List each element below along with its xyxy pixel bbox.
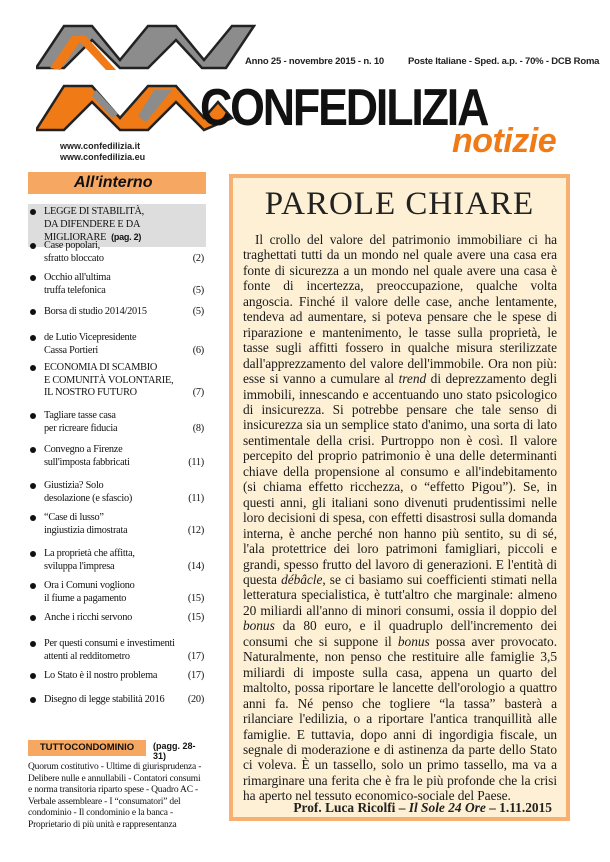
- toc-item[interactable]: [28, 240, 206, 265]
- tuttocondominio-text: Quorum costitutivo - Ultime di giurisprudenza - Delibere nulle e annullabili - Contatori consumi e norma transitoria riparto spese - Quadro AC - Verbale assembleare - I “consumatori” del condominio - Il condominio e la banca - Proprietario di più unità e rappresentanza: [28, 762, 202, 830]
- website-link-eu[interactable]: www.confedilizia.eu: [60, 152, 146, 162]
- toc-item-label: Per questi consumi e investimenti: [44, 638, 175, 649]
- toc-item-label: ingiustizia dimostrata: [44, 524, 128, 536]
- article-text: da 80 euro, e il quadruplo dell'incremento dei consumi che si suppone il: [243, 618, 557, 649]
- article-body: [243, 232, 557, 804]
- toc-item-page: (15): [187, 592, 204, 604]
- toc-item-label: attenti al redditometro: [44, 650, 130, 662]
- toc-item-label: Disegno di legge stabilità 2016: [44, 694, 165, 705]
- toc-item-label: E COMUNITÀ VOLONTARIE,: [44, 374, 174, 386]
- bullet-icon: [30, 697, 36, 703]
- toc-item-label: “Case di lusso”: [44, 512, 104, 523]
- bullet-icon: [30, 515, 36, 521]
- article-text: Il crollo del valore del patrimonio immobiliare ci ha traghettati tutti da un mondo nel quale avere una casa era fonte di sicurezza a un mondo nel quale avere una casa è fonte di incertezza, preoccupazione, qualche volta angoscia. Finché il valore delle case, anche lentamente, tendeva ad aumentare, si poteva pensare che le spese di riparazione e mantenimento, le tasse sulla proprietà, le tasse sugli affitti fossero in qualche misura sterilizzate dall'apprezzamento del valore dell'immobile. Ora non più: esse si vanno a cumulare al: [243, 232, 557, 387]
- article-signature: Prof. Luca Ricolfi – Il Sole 24 Ore – 1.11.2015: [293, 800, 552, 815]
- signature-source: Il Sole 24 Ore: [408, 800, 486, 815]
- bullet-icon: [30, 583, 36, 589]
- toc-item-label: desolazione (e sfascio): [44, 492, 133, 504]
- bullet-icon: [30, 243, 36, 249]
- bullet-icon: [30, 275, 36, 281]
- toc-item[interactable]: [28, 548, 206, 573]
- toc-item-label: Case popolari,: [44, 240, 100, 251]
- brand-name: CONFEDILIZIA: [200, 79, 488, 137]
- toc-item[interactable]: [28, 580, 206, 605]
- toc-item-page: (2): [192, 252, 204, 264]
- toc-item-label: Borsa di studio 2014/2015: [44, 306, 147, 317]
- toc-item[interactable]: [28, 306, 206, 319]
- toc-item-page: (15): [187, 612, 204, 623]
- toc-item[interactable]: [28, 512, 206, 537]
- toc-item-label: Giustizia? Solo: [44, 480, 104, 491]
- toc-item-page: (14): [187, 560, 204, 572]
- website-links: [60, 141, 145, 163]
- article-italic-term: trend: [398, 371, 427, 387]
- toc-item-page: (8): [192, 422, 204, 434]
- tuttocondominio-section: [28, 740, 206, 860]
- toc-item-page: (17): [187, 670, 204, 681]
- toc-item-page: (12): [187, 524, 204, 536]
- postal-info: Poste Italiane - Sped. a.p. - 70% - DCB Roma: [408, 56, 600, 67]
- toc-item-label: Occhio all'ultima: [44, 272, 111, 283]
- toc-item[interactable]: [28, 480, 206, 505]
- bullet-icon: [30, 551, 36, 557]
- toc-item-label: Ora i Comuni vogliono: [44, 580, 135, 591]
- toc-item-label: sull'imposta fabbricati: [44, 456, 130, 468]
- bullet-icon: [30, 413, 36, 419]
- bullet-icon: [30, 365, 36, 371]
- article-italic-term: bonus: [243, 618, 275, 634]
- toc-item[interactable]: [28, 332, 206, 357]
- toc-item-label: LEGGE DI STABILITÀ,: [44, 206, 144, 217]
- toc-item-page: (7): [192, 387, 204, 398]
- toc-item-label: DA DIFENDERE E DA MIGLIORARE (pag. 2): [44, 218, 142, 243]
- article-text: di deprezzamento degli immobili, innescando e accentuando uno stato psicologico di insicurezza. Si potrebbe pensare che tale senso di insicurezza sia un semplice stato d'animo, una sorta di lato sentimentale della crisi. Purtroppo non è così. Il valore percepito del proprio patrimonio è una delle determinanti chiave della propensione al consumo e all'indebitamento (si chiama effetto ricchezza, o “effetto Pigou”). Se, in questi anni, gli italiani sono divenuti prudentissimi nelle loro decisioni di spesa, con effetti disastrosi sulla domanda interna, è anche perché non hanno più sentito, su di sé, l'ala protettrice dei loro patrimoni famigliari, piccoli e grandi, spesso frutto del lavoro di generazioni. E l'entità di questa: [243, 371, 558, 587]
- article-title: PAROLE CHIARE: [264, 186, 535, 222]
- toc-item[interactable]: [28, 638, 206, 663]
- website-link-it[interactable]: www.confedilizia.it: [60, 141, 141, 151]
- toc-item-page: (6): [192, 344, 204, 356]
- toc-item[interactable]: [28, 410, 206, 435]
- bullet-icon: [30, 615, 36, 621]
- article-italic-term: bonus: [397, 633, 430, 649]
- toc-item-page: (pag. 2): [111, 232, 142, 242]
- toc-item-label: sfratto bloccato: [44, 252, 104, 264]
- bullet-icon: [30, 673, 36, 679]
- sidebar-title: All'interno: [28, 172, 206, 194]
- toc-item-label: Convegno a Firenze: [44, 444, 123, 455]
- toc-item-page: (5): [192, 284, 204, 296]
- toc-item-label: IL NOSTRO FUTURO: [44, 387, 137, 398]
- toc-item-page: (5): [192, 306, 204, 317]
- toc-item-label: per ricreare fiducia: [44, 422, 118, 434]
- article-text: , se ci basiamo sui coefficienti stimati nella letteratura specialistica, è tutt'altro che marginale: almeno 20 miliardi all'anno di minori consumi, ossia il doppio del: [243, 571, 557, 618]
- toc-item[interactable]: [28, 272, 206, 297]
- bullet-icon: [30, 209, 36, 215]
- sidebar-contents: [28, 172, 206, 860]
- article-paragraph: [243, 232, 557, 804]
- toc-item-label: Cassa Portieri: [44, 344, 98, 356]
- toc-item[interactable]: [28, 612, 206, 625]
- bullet-icon: [30, 641, 36, 647]
- toc-item-page: (11): [188, 456, 204, 468]
- toc-item-label: truffa telefonica: [44, 284, 106, 296]
- toc-item-label: sviluppa l'impresa: [44, 560, 115, 572]
- signature-date: 1.11.2015: [499, 800, 552, 815]
- tuttocondominio-pages: (pagg. 28-31): [153, 741, 196, 761]
- toc-item[interactable]: [28, 362, 206, 400]
- toc-item-page: (17): [187, 650, 204, 662]
- toc-item-label: Tagliare tasse casa: [44, 410, 116, 421]
- toc-item-label: ECONOMIA DI SCAMBIO: [44, 362, 158, 373]
- toc-item[interactable]: [28, 694, 206, 707]
- logo-top-band: [36, 26, 254, 70]
- toc-item-page: (11): [188, 492, 204, 504]
- toc-item[interactable]: [28, 444, 206, 469]
- subbrand-notizie: notizie: [452, 122, 557, 160]
- bullet-icon: [30, 447, 36, 453]
- toc-item-page: (20): [187, 694, 204, 705]
- toc-item-label: Anche i ricchi servono: [44, 612, 132, 623]
- issue-info: Anno 25 - novembre 2015 - n. 10: [245, 56, 384, 67]
- toc-item-label: Lo Stato è il nostro problema: [44, 670, 158, 681]
- toc-item[interactable]: [28, 670, 206, 683]
- tuttocondominio-label: TUTTOCONDOMINIO: [28, 740, 146, 756]
- toc-item-label: La proprietà che affitta,: [44, 548, 135, 559]
- article-text: possa aver provocato. Naturalmente, non penso che restituire alle famiglie 3,5 miliardi di imposte sulla casa, appena un quarto del maltolto, possa riportare le lancette dell'orologio a quattro anni fa. Né penso che togliere “la tassa” basterà a rilanciare l'edilizia, o a riportare l'antica tranquillità alle famiglie. E tuttavia, dopo anni di ingordigia fiscale, un segnale di moderazione e di astinenza da parte dello Stato ci voleva. È un tassello, solo un primo tassello, ma va a rimarginare una ferita che è fra le più profonde che la crisi ha aperto nel tessuto economico-sociale del Paese.: [243, 633, 557, 804]
- bullet-icon: [30, 335, 36, 341]
- table-of-contents: [28, 194, 206, 740]
- bullet-icon: [30, 309, 36, 315]
- toc-item-label: il fiume a pagamento: [44, 592, 127, 604]
- signature-author: Prof. Luca Ricolfi: [293, 800, 396, 815]
- toc-item-label: de Lutio Vicepresidente: [44, 332, 137, 343]
- article-italic-term: débâcle: [281, 571, 323, 587]
- bullet-icon: [30, 483, 36, 489]
